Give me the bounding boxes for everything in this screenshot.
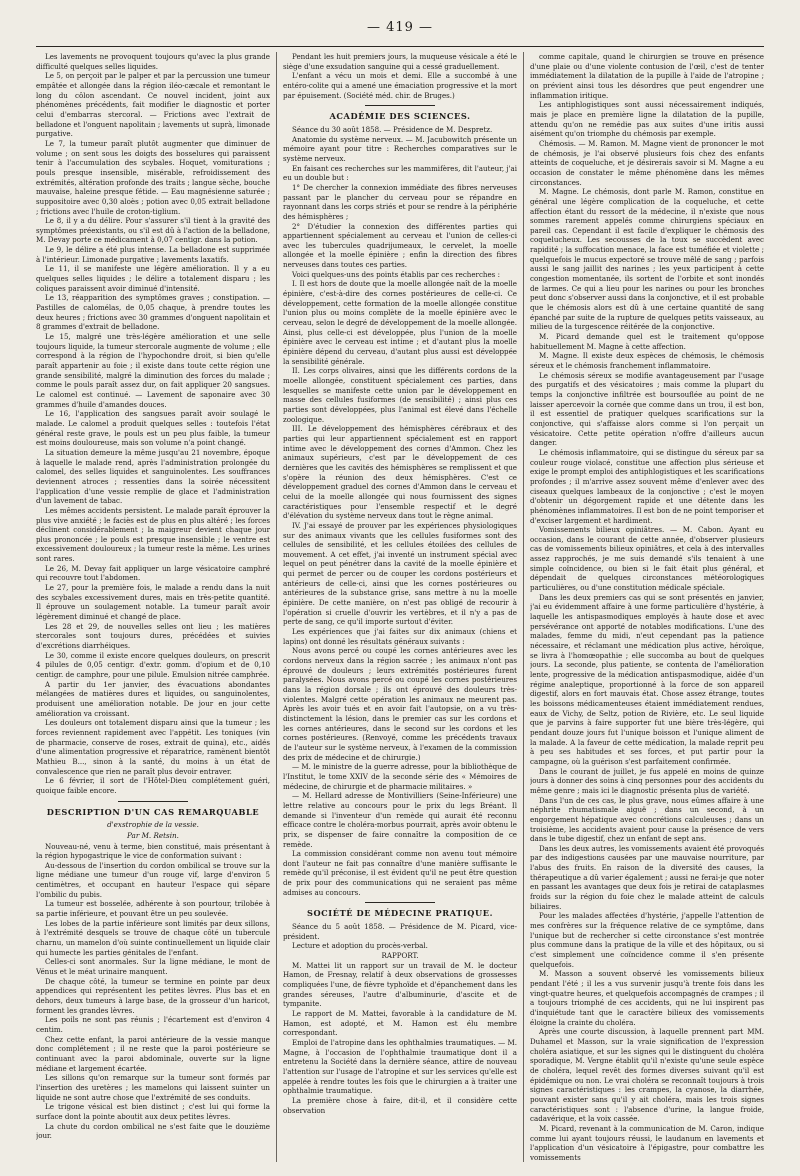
paragraph: M. Magne. Il existe deux espèces de chémosis, le chémosis séreux et le chémosis franchement inflammatoire. bbox=[530, 351, 764, 370]
paragraph: III. Le développement des hémisphères cérébraux et des parties qui leur appartiennent spécialement est en rapport intime avec le développement des cornes d'Ammon. Chez les animaux supérieurs, c'est par le développement de ces dernières que les cavités des hémisphères se remplissent et que s'opère la réunion des deux hémisphères. C'est ce développement graduel des cornes d'Ammon dans le cerveau et celui de la moelle allongée qui nous fournissent des signes caractéristiques pour l'ensemble respectif et le degré d'élévation du système nerveux dans tout le règne animal. bbox=[283, 424, 517, 521]
paragraph: M. Masson a souvent observé les vomissements bilieux pendant l'été ; il les a vus survenir jusqu'à trente fois dans les vingt-quatre heures, et quelquefois accompagnés de crampes ; il a toujours triomphé de ces accidents, qui ne lui inspirent pas d'inquiétude tant que le caractère bilieux des vomissements éloigne la crainte du choléra. bbox=[530, 969, 764, 1027]
paragraph: Le chémosis séreux se modifie avantageusement par l'usage des purgatifs et des vésicatoires ; mais comme la plupart du temps la conjonctive infiltrée est boursouflée au point de ne laisser apercevoir la cornée que comme dans un trou, il est bon, il est essentiel de pratiquer quelques scarifications sur la conjonctive, qui s'affaisse alors comme si l'on perçait un vésicatoire. Cette petite opération n'offre d'ailleurs aucun danger. bbox=[530, 370, 764, 448]
paragraph: II. Les corps olivaires, ainsi que les différents cordons de la moelle allongée, constituent spécialement ces parties, dans lesquelles se manifeste cette union par le développement en masse des cellules fusiformes (de sensibilité) ; ainsi plus ces parties sont développées, plus l'animal est élevé dans l'échelle zoologique. bbox=[283, 366, 517, 424]
paragraph: M. Picard demande quel est le traitement qu'oppose habituellement M. Magne à cette affection. bbox=[530, 332, 764, 351]
paragraph: 1° De chercher la connexion immédiate des fibres nerveuses passant par le plancher du cerveau pour se répandre en rayonnant dans les corps striés et pour se rendre à la périphérie des hémisphères ; bbox=[283, 182, 517, 221]
paragraph: Voici quelques-uns des points établis par ces recherches : bbox=[292, 269, 500, 279]
paragraph: Emploi de l'atropine dans les ophthalmies traumatiques. — M. Magne, à l'occasion de l'ophthalmie traumatique dont il a entretenu la Société dans la dernière séance, attire de nouveau l'attention sur l'usage de l'atropine et sur les services qu'elle est appelée à rendre toutes les fois que le chirurgien a à traiter une ophthalmie traumatique. bbox=[283, 1037, 517, 1096]
paragraph: Le 16, l'application des sangsues paraît avoir soulagé le malade. Le calomel a produit quelques selles : toutefois l'état général reste grave, le pouls est un peu plus faible, la tumeur est moins douloureuse, mais son volume n'a point changé. bbox=[36, 409, 270, 448]
paragraph: De chaque côté, la tumeur se termine en pointe par deux appendices qui représentent les petites lèvres. Plus bas et en dehors, deux tumeurs à large base, de la grosseur d'un haricot, forment les grandes lèvres. bbox=[36, 976, 270, 1015]
column-rule-1 bbox=[276, 52, 277, 1162]
col2-body-3 bbox=[283, 961, 517, 1116]
column-1 bbox=[36, 52, 270, 1164]
paragraph: La chute du cordon ombilical ne s'est faite que le douzième jour. bbox=[36, 1121, 270, 1141]
paragraph: A partir du 1er janvier, des évacuations abondantes mélangées de matières dures et liquides, ou sanguinolentes, produisent une amélioration notable. De jour en jour cette amélioration va croissant. bbox=[36, 679, 270, 718]
paragraph: Après une courte discussion, à laquelle prennent part MM. Duhamel et Masson, sur la vraie signification de l'expression choléra asiatique, et sur les signes qui le distinguent du choléra sporadique, M. Vergne établit qu'il n'existe qu'une seule espèce de choléra, lequel revêt des formes diverses suivant qu'il est épidémique ou non. Le vrai choléra se reconnaît toujours à trois signes caractéristiques : les crampes, la cyanose, la diarrhée, pouvant exister sans qu'il y ait choléra, mais les trois signes caractéristiques sont : l'absence d'urine, la langue froide, cadavérique, et la voix cassée. bbox=[530, 1027, 764, 1124]
paragraph: Les douleurs ont totalement disparu ainsi que la tumeur ; les forces reviennent rapidement avec l'appétit. Les toniques (vin de pharmacie, conserve de roses, extrait de quina), etc., aidés d'une alimentation progressive et réparatrice, ramènent bientôt Mathieu B..., sinon à la santé, du moins à un état de convalescence que rien ne paraît plus devoir entraver. bbox=[36, 718, 270, 776]
paragraph: M. Mattei lit un rapport sur un travail de M. le docteur Hamon, de Fresnay, relatif à deux observations de grossesses compliquées l'une, de fièvre typhoïde et d'épanchement dans les grandes séreuses, l'autre d'albuminurie, d'ascite et de tympanite. bbox=[283, 960, 517, 1009]
column-3 bbox=[530, 52, 764, 1164]
paragraph: La commission considérant comme non avenu tout mémoire dont l'auteur ne fait pas connaître d'une manière suffisante le remède qu'il préconise, il est évident qu'il ne peut être question de prix pour des communications qui ne seraient pas même admises au concours. bbox=[283, 849, 517, 897]
paragraph: Le 13, réapparition des symptômes graves ; constipation. — Pastilles de calomélas, de 0,05 chaque, à prendre toutes les deux heures ; frictions avec 30 grammes d'onguent napolitain et 8 grammes d'extrait de belladone. bbox=[36, 293, 270, 332]
paragraph: Le chémosis inflammatoire, qui se distingue du séreux par sa couleur rouge violacé, constitue une affection plus sérieuse et exige le prompt emploi des antiphlogistiques et les scarifications profondes ; il m'arrive assez souvent même d'enlever avec des ciseaux quelques lambeaux de la conjonctive ; c'est le moyen d'obtenir un dégorgement rapide et une détente dans les phénomènes inflammatoires. Il est bon de ne point temporiser et d'exciser largement et hardiment. bbox=[530, 447, 764, 525]
rapport-heading: RAPPORT. bbox=[381, 951, 419, 961]
paragraph: Dans les deux premiers cas qui se sont présentés en janvier, j'ai eu évidemment affaire à une forme particulière d'hystérie, à laquelle les antispasmodiques employés à haute dose et avec persévérance ont apporté de notables modifications. L'une des malades, femme du midi, n'eut cependant pas la patience nécessaire, et réclamant une médication plus active, héroïque, se livra à l'homœopathie ; elle succomba au bout de quelques jours. La seconde, plus patiente, se contenta de l'amélioration lente, progressive de la médication antispasmodique, aidée d'un régime analeptique, proportionné à la force de son appareil digestif, alors en fort mauvais état. Chose assez étrange, toutes les boissons médicamenteuses étaient immédiatement rendues, eaux de Vichy, de Seltz, potion de Rivière, etc. Le seul liquide que je parvins à faire supporter fut une bière très-légère, qui pendant douze jours fut l'unique boisson et l'unique aliment de la malade. A la faveur de cette médication, la malade reprit peu à peu ses habitudes et ses forces, et put partir pour la campagne, où la guérison s'est parfaitement confirmée. bbox=[530, 592, 764, 766]
paragraph: Le 7, la tumeur paraît plutôt augmenter que diminuer de volume ; on sent sous les doigts des bosselures qui paraissent tenir à l'accumulation des scybales. Hoquet, vomiturations ; pouls presque insensible, misérable, refroidissement des extrémités, altération profonde des traits ; langue sèche, bouche mauvaise, haleine presque fétide. — Eau magnésienne saturée ; suppositoire avec 0,30 aloès ; potion avec 0,05 extrait belladone ; frictions avec l'huile de croton-tiglium. bbox=[36, 138, 270, 216]
paragraph: Le trigone vésical est bien distinct ; c'est lui qui forme la surface dont la pointe aboutit aux deux petites lèvres. bbox=[36, 1102, 270, 1121]
paragraph: I. Il est hors de doute que la moelle allongée naît de la moelle épinière, c'est-à-dire des cornes postérieures de celle-ci. Ce développement, cette formation de la moelle allongée constitue l'union plus ou moins complète de la moelle épinière avec le cerveau, selon le degré de développement de la moelle allongée. Ainsi, plus celle-ci est développée, plus l'union de la moelle épinière avec le cerveau est intime ; et d'autant plus la moelle épinière dépend du cerveau, d'autant plus aussi est développée la sensibilité générale. bbox=[283, 279, 517, 366]
section-separator bbox=[365, 902, 435, 903]
paragraph: Le 8, il y a du délire. Pour s'assurer s'il tient à la gravité des symptômes préexistants, ou s'il est dû à l'action de la belladone, M. Devay porte ce médicament à 0,07 centigr. dans la potion. bbox=[36, 216, 270, 245]
article-author: Par M. Retsin. bbox=[127, 830, 179, 840]
paragraph: — M. le ministre de la guerre adresse, pour la bibliothèque de l'Institut, le tome XXIV de la seconde série des « Mémoires de médecine, de chirurgie et de pharmacie militaires. » bbox=[283, 762, 517, 791]
article-heading-exstrophie: DESCRIPTION D'UN CAS REMARQUABLE bbox=[46, 806, 260, 817]
paragraph: Le 5, on perçoit par le palper et par la percussion une tumeur empâtée et allongée dans la région iléo-cæcale et remontant le long du côlon ascendant. Ce nouvel incident, joint aux phénomènes précédents, fait modifier le diagnostic et porter celui d'embarras stercoral. — Frictions avec l'extrait de belladone et l'onguent napolitain ; lavements ut suprà, limonade purgative. bbox=[36, 71, 270, 139]
paragraph: Pendant les huit premiers jours, la muqueuse vésicale a été le siège d'une exsudation sanguine qui a cessé graduellement. bbox=[283, 52, 517, 71]
col1-body bbox=[36, 52, 270, 796]
paragraph: Le 26, M. Devay fait appliquer un large vésicatoire camphré qui recouvre tout l'abdomen. bbox=[36, 563, 270, 583]
paragraph: Les expériences que j'ai faites sur dix animaux (chiens et lapins) ont donné les résultats généraux suivants : bbox=[283, 627, 517, 646]
column-2 bbox=[283, 52, 517, 1164]
paragraph: Les sillons qu'on remarque sur la tumeur sont formés par l'insertion des uretères ; les mamelons qui laissent suinter un liquide ne sont autre chose que l'extrémité de ses conduits. bbox=[36, 1073, 270, 1102]
paragraph: Les lobes de la partie inférieure sont limités par deux sillons, à l'extrémité desquels se trouve de chaque côté un tubercule charnu, un mamelon d'où suinte continuellement un liquide clair qui humecte les parties génitales de l'enfant. bbox=[36, 918, 270, 957]
paragraph: Dans l'un de ces cas, le plus grave, nous eûmes affaire à une néphrite rhumatismale aiguë ; dans un second, à un engorgement hépatique avec concrétions calculeuses ; dans un troisième, les accidents avaient pour cause la présence de vers dans le tube digestif, chez un enfant de sept ans. bbox=[530, 795, 764, 844]
paragraph: Les poils ne sont pas réunis ; l'écartement est d'environ 4 centim. bbox=[36, 1015, 270, 1034]
paragraph: Chez cette enfant, la paroi antérieure de la vessie manque donc complétement ; il ne reste que la paroi postérieure se continuant avec la paroi abdominale, ouverte sur la ligne médiane et largement écartée. bbox=[36, 1034, 270, 1073]
paragraph: Le 9, le délire a été plus intense. La belladone est supprimée à l'intérieur. Limonade purgative ; lavements laxatifs. bbox=[36, 245, 270, 264]
paragraph: Les mêmes accidents persistent. Le malade paraît éprouver la plus vive anxiété ; le faciès est de plus en plus altéré ; les forces déclinent considérablement ; la maigreur devient chaque jour plus prononcée ; le pouls est presque insensible ; le ventre est excessivement douloureux ; la tumeur reste la même. Les urines sont rares. bbox=[36, 505, 270, 564]
paragraph: Nouveau-né, venu à terme, bien constitué, mais présentant à la région hypogastrique le vice de conformation suivant : bbox=[36, 841, 270, 861]
paragraph: Vomissements bilieux opiniâtres. — M. Cabon. Ayant eu occasion, dans le courant de cette année, d'observer plusieurs cas de vomissements bilieux opiniâtres, et cela à des intervalles assez rapprochés, je me suis demandé s'ils tenaient à une simple coïncidence, ou bien si le fait était plus général, et dépendait de quelques circonstances météorologiques particulières, ou d'une constitution médicale spéciale. bbox=[530, 525, 764, 593]
paragraph: 2° D'étudier la connexion des différentes parties qui appartiennent spécialement au cerveau et l'union de celles-ci avec les tubercules quadrijumeaux, le cervelet, la moelle allongée et la moelle épinière ; enfin la direction des fibres nerveuses dans toutes ces parties. bbox=[283, 221, 517, 270]
paragraph: Les 28 et 29, de nouvelles selles ont lieu ; les matières stercorales sont toujours dures, précédées et suivies d'excrétions diarrhéiques. bbox=[36, 621, 270, 651]
paragraph: La tumeur est bosselée, adhérente à son pourtour, trilobée à sa partie inférieure, et pouvant être un peu soulevée. bbox=[36, 899, 270, 919]
paragraph: IV. J'ai essayé de prouver par les expériences physiologiques sur des animaux vivants que les cellules fusiformes sont des cellules de sensibilité, et les cellules étoilées des cellules de mouvement. A cet effet, j'ai inventé un instrument spécial avec lequel on peut pénétrer dans la cavité de la moelle épinière et qui permet de percer ou de couper les cordons postérieurs et antérieurs de celle-ci, ainsi que les cornes postérieures ou antérieures de la substance grise, sans mettre à nu la moelle épinière. De cette manière, on n'est pas obligé de recourir à l'opération si cruelle d'ouvrir les vertèbres, et il n'y a pas de perte de sang, ce qu'il importe surtout d'éviter. bbox=[283, 520, 517, 627]
paragraph: Pour les malades affectées d'hystérie, j'appelle l'attention de mes confrères sur la fréquence relative de ce symptôme, dans l'unique but de rechercher si cette circonstance s'est montrée plus commune dans la pratique de la ville et des hôpitaux, ou si c'est simplement une coïncidence comme il s'en présente quelquefois. bbox=[530, 911, 764, 969]
paragraph: M. Picard, revenant à la communication de M. Caron, indique comme lui ayant toujours réussi, le laudanum en lavements et l'application d'un vésicatoire à l'épigastre, pour combattre les vomissements bbox=[530, 1123, 764, 1162]
paragraph: Le 11, il se manifeste une légère amélioration. Il y a eu quelques selles liquides ; le délire a totalement disparu ; les coliques paraissent avoir diminué d'intensité. bbox=[36, 264, 270, 293]
paragraph: Celles-ci sont anormales. Sur la ligne médiane, le mont de Vénus et le méat urinaire manquent. bbox=[36, 957, 270, 977]
paragraph: — M. Hellard adresse de Montivilliers (Seine-Inférieure) une lettre relative au concours pour le prix du legs Bréant. Il demande si l'inventeur d'un remède qui aurait été reconnu efficace contre le choléra-morbus pourrait, après avoir obtenu le prix, se dispenser de faire connaître la composition de ce remède. bbox=[283, 791, 517, 849]
session-line: Séance du 30 août 1858. — Présidence de M. Despretz. bbox=[292, 124, 493, 134]
col1-body-2 bbox=[36, 842, 270, 1141]
paragraph: comme capitale, quand le chirurgien se trouve en présence d'une plaie ou d'une violente contusion de l'œil, c'est de tenter immédiatement la dilatation de la pupille à l'aide de l'atropine ; on prévient ainsi tous les désordres que peut engendrer une inflammation iritique. bbox=[530, 52, 764, 100]
paragraph: Nous avons percé ou coupé les cornes antérieures avec les cordons nerveux dans la région sacrée ; les animaux n'ont pas éprouvé de douleurs ; leurs extrémités postérieures furent paralysées. Nous avons percé ou coupé les cornes postérieures dans la région dorsale ; ils ont éprouvé des douleurs très-violentes. Malgré cette opération les animaux ne meurent pas. Après les avoir tués et en avoir fait l'autopsie, on a vu très-distinctement la lésion, dans le premier cas sur les cordons et les cornes antérieures, dans le second sur les cordons et les cornes postérieures. (Renvoyé, comme les précédents travaux de l'auteur sur le système nerveux, à l'examen de la commission des prix de médecine et de chirurgie.) bbox=[283, 646, 517, 762]
article-subheading: d'exstrophie de la vessie. bbox=[107, 820, 199, 830]
paragraph: Dans les deux autres, les vomissements avaient été provoqués par des indigestions causées par une mauvaise nourriture, par l'abus des fruits. En raison de la diversité des causes, la thérapeutique a dû varier également ; aussi ne ferai-je que noter en passant les avantages que deux fois je retirai de cataplasmes froids sur la région du foie chez le malade atteint de calculs biliaires. bbox=[530, 843, 764, 911]
paragraph: Le rapport de M. Mattei, favorable à la candidature de M. Hamon, est adopté, et M. Hamon est élu membre correspondant. bbox=[283, 1009, 517, 1038]
paragraph: Au-dessous de l'insertion du cordon ombilical se trouve sur la ligne médiane une tumeur d'un rouge vif, large d'environ 5 centimètres, et occupant en hauteur l'espace qui sépare l'ombilic du pubis. bbox=[36, 860, 270, 899]
paragraph: M. Magne. Le chémosis, dont parle M. Ramon, constitue en général une légère complication de la coqueluche, et cette affection étant du ressort de la médecine, il n'existe que nous sommes rarement appelés comme chirurgiens spéciaux en pareil cas. Cependant il est facile d'expliquer le chémosis des coquelucheux. Les secousses de la toux se succèdent avec rapidité ; la suffocation menace, la face est tuméfiée et violette ; quelquefois le mucus expectoré se trouve mêlé de sang ; parfois aussi le sang jaillit des narines ; les yeux participent à cette congestion momentanée, ils sortent de l'orbite et sont inondés de larmes. Ce qui a lieu pour les narines ou pour les bronches peut donc s'observer aussi dans la conjonctive, et il est probable que le chémosis alors est dû à une certaine quantité de sang épanché par suite de la rupture de quelques petits vaisseaux, au milieu de la turgescence réitérée de la conjonctive. bbox=[530, 187, 764, 332]
session-line-2: Séance du 5 août 1858. — Présidence de M. Picard, vice-président. bbox=[283, 922, 517, 941]
top-rule bbox=[36, 46, 764, 47]
section-separator bbox=[118, 801, 188, 802]
section-heading-societe: SOCIÉTÉ DE MÉDECINE PRATIQUE. bbox=[306, 908, 494, 919]
col3-body bbox=[530, 52, 764, 1162]
section-separator bbox=[365, 105, 435, 106]
paragraph: En faisant ces recherches sur les mammifères, dit l'auteur, j'ai eu un double but : bbox=[283, 163, 517, 183]
paragraph: La situation demeure la même jusqu'au 21 novembre, époque à laquelle le malade rend, après l'administration prolongée du calomel, des selles liquides et sanguinolentes. Les souffrances deviennent atroces ; ressenties dans la soirée nécessitent l'application d'une vessie remplie de glace et l'administration d'un lavement de tabac. bbox=[36, 447, 270, 506]
paragraph: La première chose à faire, dit-il, et il considère cette observation bbox=[283, 1095, 517, 1115]
col2-body bbox=[283, 52, 517, 100]
paragraph: Le 30, comme il existe encore quelques douleurs, on prescrit 4 pilules de 0,05 centigr. d'extr. gomm. d'opium et de 0,10 centigr. de camphre, pour une pilule. Emulsion nitrée camphrée. bbox=[36, 650, 270, 679]
paragraph: Le 27, pour la première fois, le malade a rendu dans la nuit des scybales excessivement dures, mais en très-petite quantité. Il éprouve un soulagement notable. La tumeur paraît avoir légèrement diminué et changé de place. bbox=[36, 583, 270, 622]
paragraph: Dans le courant de juillet, je fus appelé en moins de quinze jours à donner des soins à cinq personnes pour des accidents du même genre ; mais ici le diagnostic présenta plus de variété. bbox=[530, 766, 764, 795]
col2-body-2 bbox=[283, 135, 517, 898]
paragraph: Les lavements ne provoquent toujours qu'avec la plus grande difficulté quelques selles liquides. bbox=[36, 52, 270, 71]
paragraph: Anatomie du système nerveux. — M. Jacubowitch présente un mémoire ayant pour titre : Recherches comparatives sur le système nerveux. bbox=[283, 134, 517, 163]
paragraph: Le 6 février, il sort de l'Hôtel-Dieu complétement guéri, quoique faible encore. bbox=[36, 776, 270, 795]
page-number: — 419 — bbox=[366, 20, 434, 35]
section-heading-academie: ACADÉMIE DES SCIENCES. bbox=[329, 111, 471, 122]
paragraph: Le 15, malgré une très-légère amélioration et une selle toujours liquide, la tumeur stercorale augmente de volume ; elle correspond à la région de l'hypochondre droit, si bien qu'elle paraît appartenir au foie ; il existe dans toute cette région une grande sensibilité, malgré la diminution des forces du malade ; comme le pouls paraît assez dur, on fait appliquer 20 sangsues. Le calomel est continué. — Lavement de saponaire avec 30 grammes d'huile d'amandes douces. bbox=[36, 332, 270, 409]
proces-verbal-line: Lecture et adoption du procès-verbal. bbox=[292, 941, 428, 951]
paragraph: L'enfant a vécu un mois et demi. Elle a succombé à une entéro-colite qui a amené une émaciation progressive et la mort par épuisement. (Société méd. chir. de Bruges.) bbox=[283, 71, 517, 100]
paragraph: Les antiphlogistiques sont aussi nécessairement indiqués, mais je place en première ligne la dilatation de la pupille, attendu qu'on ne remédie pas aux suites d'une iritis aussi aisément qu'on triomphe du chémosis par exemple. bbox=[530, 100, 764, 139]
paragraph: Chémosis. — M. Ramon. M. Magne vient de prononcer le mot de chémosis, je l'ai observé plusieurs fois chez des enfants atteints de coqueluche, et je désirerais savoir si M. Magne a eu occasion de constater le même phénomène dans les mêmes circonstances. bbox=[530, 138, 764, 187]
column-rule-2 bbox=[523, 52, 524, 1162]
